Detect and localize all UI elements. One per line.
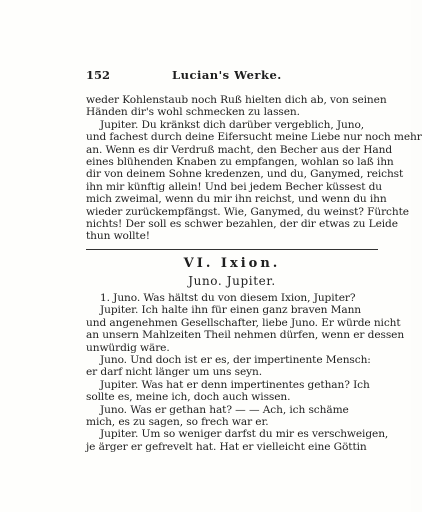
running-title: Lucian's Werke. xyxy=(172,68,282,82)
text-line: mich zweimal, wenn du mir ihn reichst, und wenn du ihn xyxy=(86,193,387,206)
text-line: mich, es zu sagen, so frech war er. xyxy=(86,415,269,428)
text-line: Jupiter. Ich halte ihn für einen ganz braven Mann xyxy=(100,304,362,317)
text-line: Juno. Was er gethan hat? — — Ach, ich schäme xyxy=(100,403,349,416)
text-line: unwürdig wäre. xyxy=(86,341,170,354)
dialogue-title: VI. Ixion. xyxy=(183,256,281,271)
text-line: thun wollte! xyxy=(86,230,150,243)
text-line: an unsern Mahlzeiten Theil nehmen dürfen, wenn er dessen xyxy=(86,329,405,342)
text-line: Juno. Und doch ist er es, der impertinente Mensch: xyxy=(100,353,371,366)
dialogue-speakers: Juno. Jupiter. xyxy=(188,274,276,288)
text-line: er darf nicht länger um uns seyn. xyxy=(86,366,263,379)
dialogue-text xyxy=(86,292,405,453)
text-line: Jupiter. Du kränkst dich darüber vergeblich, Juno, xyxy=(100,118,365,131)
text-line: nichts! Der soll es schwer bezahlen, der dir etwas zu Leide xyxy=(86,217,398,230)
text-line: Jupiter. Um so weniger darfst du mir es verschweigen, xyxy=(100,428,389,441)
text-line: Händen dir's wohl schmecken zu lassen. xyxy=(86,106,300,119)
text-line: und fachest durch deine Eifersucht meine Liebe nur noch mehr xyxy=(86,131,422,144)
section-divider xyxy=(86,249,378,250)
text-line: je ärger er gefrevelt hat. Hat er vielleicht eine Göttin xyxy=(86,440,367,453)
text-line: sollte es, meine ich, doch auch wissen. xyxy=(86,391,291,404)
text-line: dir von deinem Sohne kredenzen, und du, Ganymed, reichst xyxy=(86,168,404,181)
dialogue-continuation xyxy=(86,94,422,243)
text-line: Jupiter. Was hat er denn impertinentes gethan? Ich xyxy=(100,378,370,391)
text-line: wieder zurückempfängst. Wie, Ganymed, du weinst? Fürchte xyxy=(86,205,409,218)
text-line: 1. Juno. Was hältst du von diesem Ixion, Jupiter? xyxy=(100,292,356,304)
text-line: ihn mir künftig allein! Und bei jedem Becher küssest du xyxy=(86,180,383,193)
text-line: eines blühenden Knaben zu empfangen, wohlan so laß ihn xyxy=(86,155,394,168)
text-line: an. Wenn es dir Verdruß macht, den Becher aus der Hand xyxy=(86,143,393,156)
text-line: und angenehmen Gesellschafter, liebe Juno. Er würde nicht xyxy=(86,316,401,329)
text-line: weder Kohlenstaub noch Ruß hielten dich ab, von seinen xyxy=(86,94,387,106)
page-number: 152 xyxy=(86,68,111,82)
